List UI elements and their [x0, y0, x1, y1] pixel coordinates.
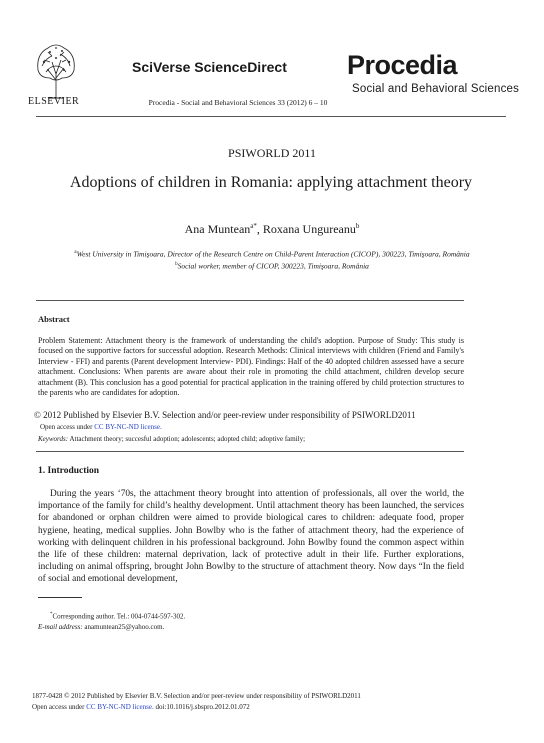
- abstract-bottom-divider: [36, 451, 464, 452]
- affiliation-b: [30, 260, 514, 272]
- email-address[interactable]: anamuntean25@yahoo.com.: [82, 623, 165, 631]
- author-1-superscript: a*: [250, 222, 257, 230]
- author-1: Ana Muntean: [184, 222, 251, 236]
- affiliation-a-text: West University in Timişoara, Director of the Research Centre on Child-Parent Interaction (CICOP), 300223, Timişoara, România: [76, 249, 470, 259]
- affiliation-b-text: Social worker, member of CICOP, 300223, Timişoara, România: [177, 261, 369, 270]
- abstract-top-divider: [36, 300, 464, 301]
- conference-name: PSIWORLD 2011: [228, 146, 316, 160]
- paper-title: Adoptions of children in Romania: applying attachment theory: [69, 174, 473, 191]
- affiliations: [30, 248, 514, 271]
- section-heading-introduction: 1. Introduction: [38, 466, 100, 476]
- procedia-logo: Procedia: [347, 50, 458, 80]
- abstract-text: Problem Statement: Attachment theory is the framework of understanding the child's adoption. Purpose of Study: This study is focused on the supportive factors for successful adoption. Research Methods: Clinical interviews with children (Friend and Family's Interview - FFI) and parents (Parent development Interview- PDI). Findings: Half of the 40 adopted children assessed have a secure attachment. Conclusions: When parents are aware about their role in promoting the child attachment, children develop secure attachment (B). This conclusion has a good potential for practical application in the training offered by child protection structures to the parents who are candidates for adoption.: [38, 336, 464, 398]
- introduction-paragraph: During the years ‘70s, the attachment theory brought into attention of professionals, all over the world, the importance of the family for child’s healthy development. Until attachment theory has been launched, the services for abandoned or orphan children were aimed to provide biological cares to children: adequate food, proper hygiene, heating, medical supplies. John Bowlby who is the father of attachment theory, had the experience of working with delinquent children in his professional background. John Bowlby found the common aspect within the life of these children: maternal deprivation, lack of protective adult in their life. Further explorations, including on animal offspring, brought John Bowlby to the structure of attachment theory. Now days “In the field of social and emotional development,: [38, 489, 464, 585]
- header-divider: [36, 116, 506, 117]
- footer-open-access-prefix: Open access under: [32, 703, 87, 711]
- keywords-text: Attachment theory; succesful adoption; adolescents; adopted child; adoptive family;: [68, 435, 306, 443]
- author-line: [0, 222, 544, 237]
- author-2: Roxana Ungureanu: [262, 222, 356, 236]
- keywords-label: Keywords:: [38, 435, 69, 443]
- author-separator: ,: [256, 222, 263, 236]
- footer-license-link[interactable]: CC BY-NC-ND license.: [86, 703, 154, 711]
- license-link[interactable]: CC BY-NC-ND license.: [94, 423, 162, 431]
- footer-doi[interactable]: doi:10.1016/j.sbspro.2012.01.072: [153, 703, 250, 711]
- journal-citation: Procedia - Social and Behavioral Sciences 33 (2012) 6 – 10: [148, 98, 328, 107]
- abstract-heading: Abstract: [38, 314, 70, 324]
- procedia-subtitle: Social and Behavioral Sciences: [352, 83, 520, 95]
- email-footnote: [38, 623, 164, 631]
- affiliation-a: [30, 248, 514, 260]
- footnote-text: Corresponding author. Tel.: 004-0744-597-302.: [52, 612, 186, 621]
- email-label: E-mail address:: [38, 623, 83, 631]
- corresponding-author-footnote: [50, 612, 185, 620]
- elsevier-wordmark: ELSEVIER: [28, 96, 80, 107]
- affiliation-a-marker: a: [74, 250, 77, 255]
- footer-copyright: 1877-0428 © 2012 Published by Elsevier B.V. Selection and/or peer-review under responsibility of PSIWORLD2011: [32, 692, 361, 700]
- affiliation-b-marker: b: [175, 261, 178, 267]
- keywords-line: [38, 435, 305, 443]
- elsevier-tree-logo: [30, 40, 82, 100]
- open-access-prefix: Open access under: [40, 423, 95, 431]
- author-2-superscript: b: [355, 222, 360, 230]
- footnote-marker: *: [50, 612, 53, 617]
- open-access-notice: [40, 423, 162, 431]
- copyright-notice: © 2012 Published by Elsevier B.V. Selection and/or peer-review under responsibility of PSIWORLD2011: [34, 410, 416, 420]
- footer-license-doi: [32, 703, 250, 711]
- footnote-divider: [38, 597, 82, 598]
- sciverse-sciencedirect-logo[interactable]: SciVerse ScienceDirect: [132, 59, 287, 75]
